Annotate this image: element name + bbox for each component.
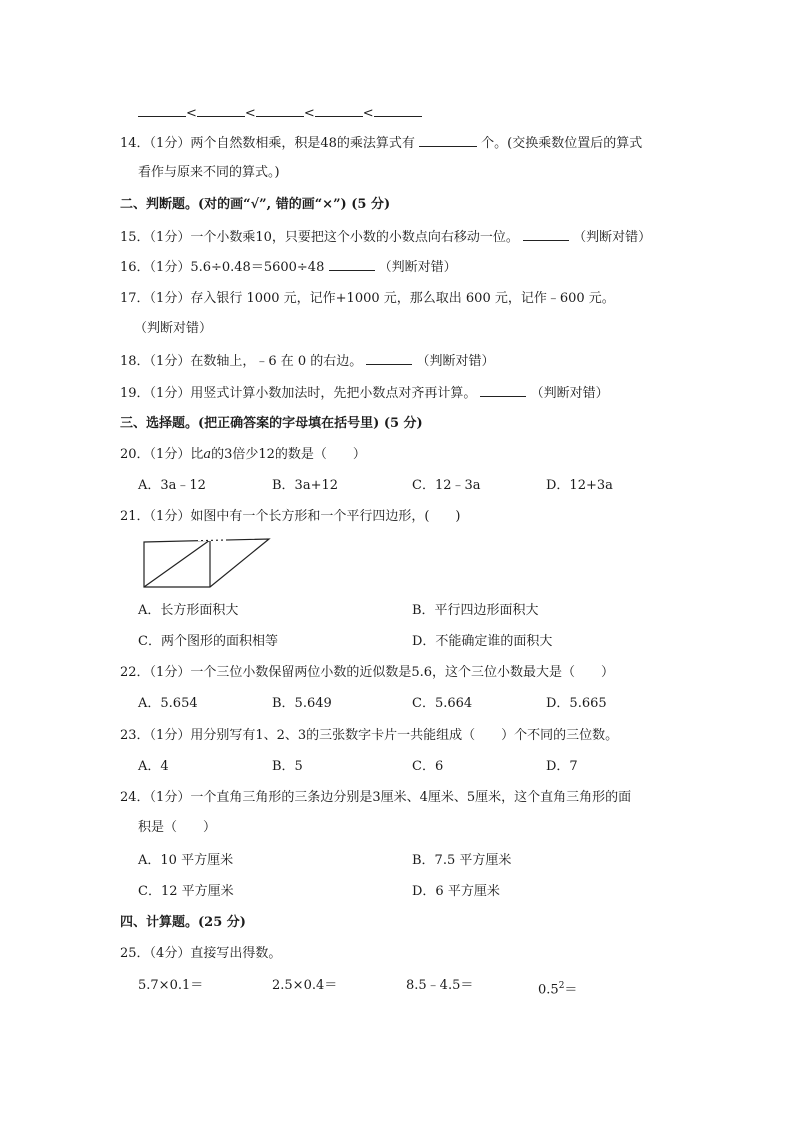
section-2-heading: 二、判断题。(对的画“√”, 错的画“×”) (5 分) (120, 197, 391, 212)
option-d[interactable]: D．不能确定谁的面积大 (412, 634, 553, 649)
question-22-stem: 22．（1分）一个三位小数保留两位小数的近似数是5.6，这个三位小数最大是（ ） (120, 665, 614, 680)
calc-item: 8.5﹣4.5＝ (406, 978, 474, 993)
answer-blank[interactable] (366, 352, 412, 365)
answer-blank[interactable] (256, 104, 304, 117)
option-a[interactable]: A．3a﹣12 (138, 478, 206, 493)
question-23-stem: 23．（1分）用分别写有1、2、3的三张数字卡片一共能组成（ ）个不同的三位数。 (120, 728, 619, 743)
section-4-heading: 四、计算题。(25 分) (120, 915, 246, 930)
option-a[interactable]: A．5.654 (138, 696, 198, 711)
question-24-line2: 积是（ ） (138, 820, 217, 835)
question-14-line2: 看作与原来不同的算式。) (138, 165, 280, 180)
rectangle-parallelogram-figure (138, 536, 274, 592)
calc-item: 2.5×0.4＝ (272, 978, 338, 993)
section-3-heading: 三、选择题。(把正确答案的字母填在括号里) (5 分) (120, 416, 423, 431)
option-d[interactable]: D．12+3a (546, 478, 613, 493)
answer-blank[interactable] (374, 104, 422, 117)
option-d[interactable]: D．7 (546, 759, 578, 774)
answer-blank[interactable] (315, 104, 363, 117)
question-24-line1: 24．（1分）一个直角三角形的三条边分别是3厘米、4厘米、5厘米，这个直角三角形的面 (120, 790, 632, 805)
answer-blank[interactable] (329, 258, 375, 271)
question-18: 18．（1分）在数轴上，﹣6 在 0 的右边。 （判断对错） (120, 354, 495, 369)
option-c[interactable]: C．两个图形的面积相等 (138, 634, 278, 649)
option-b[interactable]: B．5.649 (272, 696, 332, 711)
option-c[interactable]: C．12 平方厘米 (138, 884, 234, 899)
question-15: 15．（1分）一个小数乘10，只要把这个小数的小数点向右移动一位。 （判断对错） (120, 230, 652, 245)
answer-blank[interactable] (523, 228, 569, 241)
question-20-stem: 20．（1分）比a的3倍少12的数是（ ） (120, 447, 366, 462)
question-25-stem: 25．（4分）直接写出得数。 (120, 946, 282, 961)
calc-item: $0.5^2=$ (538, 981, 578, 998)
question-19: 19．（1分）用竖式计算小数加法时，先把小数点对齐再计算。 （判断对错） (120, 386, 609, 401)
option-b[interactable]: B．3a+12 (272, 478, 339, 493)
answer-blank[interactable] (197, 104, 245, 117)
answer-blank[interactable] (419, 134, 477, 147)
option-a[interactable]: A．长方形面积大 (138, 603, 239, 618)
option-c[interactable]: C．6 (412, 759, 444, 774)
answer-blank[interactable] (138, 104, 186, 117)
calc-item: 5.7×0.1＝ (138, 978, 204, 993)
option-b[interactable]: B．平行四边形面积大 (412, 603, 539, 618)
q13-comparison-chain: < < < < (138, 104, 422, 123)
question-14-line1: 14．（1分）两个自然数相乘，积是48的乘法算式有 个。(交换乘数位置后的算式 (120, 136, 643, 151)
question-21-stem: 21．（1分）如图中有一个长方形和一个平行四边形，( ) (120, 509, 461, 524)
option-d[interactable]: D．6 平方厘米 (412, 884, 500, 899)
option-a[interactable]: A．10 平方厘米 (138, 853, 234, 868)
answer-blank[interactable] (480, 384, 526, 397)
question-16: 16．（1分）5.6÷0.48＝5600÷48 （判断对错） (120, 260, 457, 275)
option-c[interactable]: C．12﹣3a (412, 478, 481, 493)
question-17-line1: 17．（1分）存入银行 1000 元，记作+1000 元，那么取出 600 元，记作﹣600 元。 (120, 291, 615, 306)
option-d[interactable]: D．5.665 (546, 696, 607, 711)
option-b[interactable]: B．7.5 平方厘米 (412, 853, 512, 868)
option-c[interactable]: C．5.664 (412, 696, 473, 711)
option-b[interactable]: B．5 (272, 759, 303, 774)
question-17-line2: （判断对错） (134, 321, 213, 336)
option-a[interactable]: A．4 (138, 759, 169, 774)
